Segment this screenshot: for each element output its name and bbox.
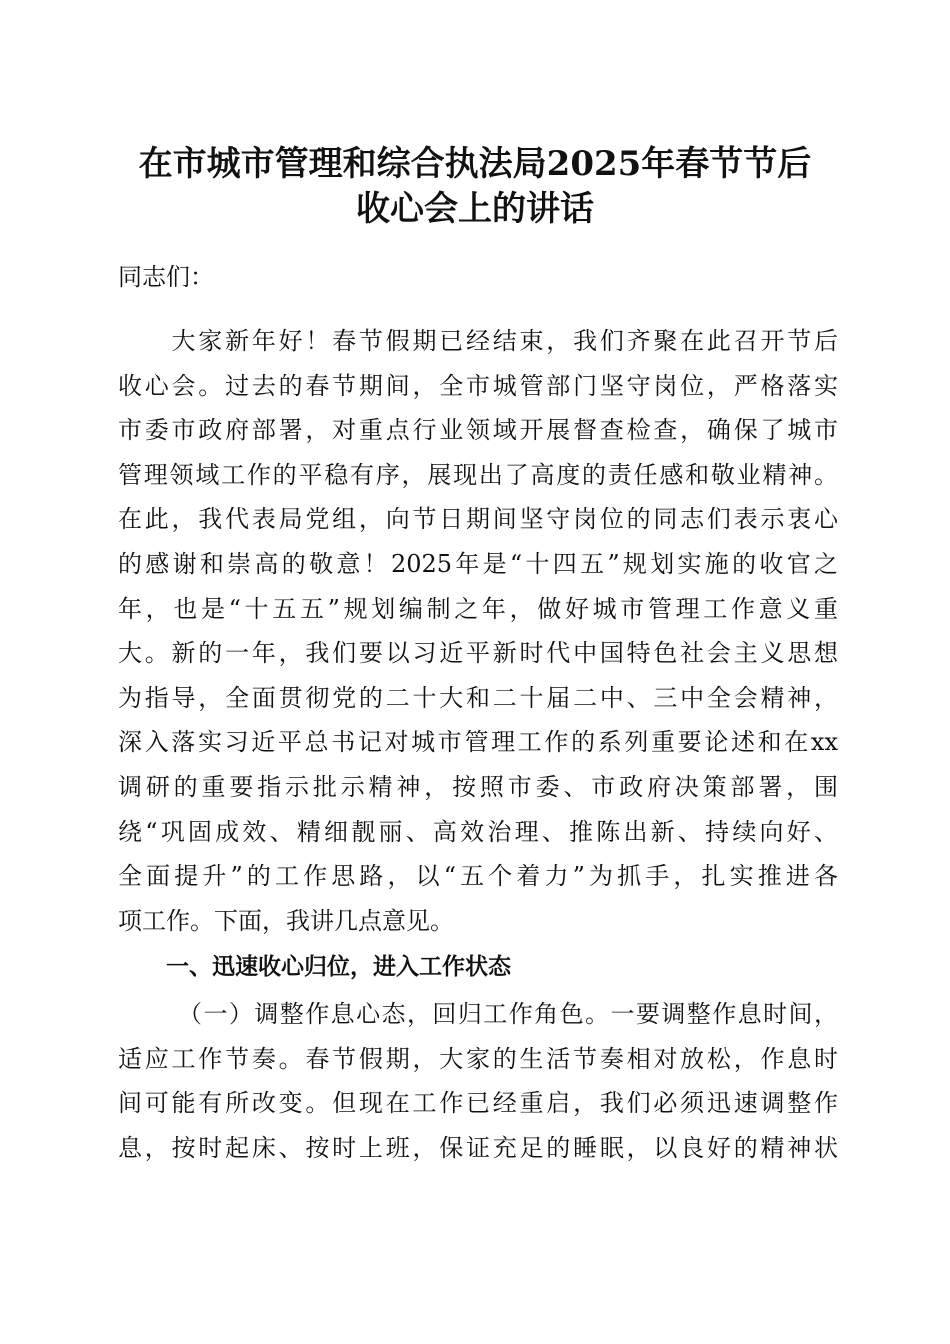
paragraph-2 <box>118 992 838 1170</box>
paragraph-line: 市委市政府部署，对重点行业领域开展督查检查，确保了城市 <box>118 416 838 445</box>
paragraph-line: 间可能有所改变。但现在工作已经重启，我们必须迅速调整作 <box>118 1089 838 1118</box>
paragraph-line: 大。新的一年，我们要以习近平新时代中国特色社会主义思想 <box>118 639 838 668</box>
paragraph-line: 深入落实习近平总书记对城市管理工作的系列重要论述和在xx <box>118 728 838 757</box>
paragraph-line: 收心会。过去的春节期间，全市城管部门坚守岗位，严格落实 <box>118 371 838 400</box>
paragraph-line: 项工作。下面，我讲几点意见。 <box>118 906 454 935</box>
paragraph-line: 大家新年好！春节假期已经结束，我们齐聚在此召开节后 <box>118 327 838 355</box>
paragraph-line: 绕“巩固成效、精细靓丽、高效治理、推陈出新、持续向好、 <box>118 817 838 846</box>
document-title-line-1: 在市城市管理和综合执法局2025年春节节后 <box>138 144 812 184</box>
paragraph-line: 全面提升”的工作思路，以“五个着力”为抓手，扎实推进各 <box>118 862 838 891</box>
paragraph-line: 为指导，全面贯彻党的二十大和二十届二中、三中全会精神， <box>118 683 838 712</box>
paragraph-1 <box>118 319 838 943</box>
paragraph-line: 的感谢和崇高的敬意！2025年是“十四五”规划实施的收官之 <box>118 549 838 578</box>
salutation: 同志们： <box>118 263 214 291</box>
paragraph-line: 管理领域工作的平稳有序，展现出了高度的责任感和敬业精神。 <box>118 460 838 489</box>
paragraph-line: 在此，我代表局党组，向节日期间坚守岗位的同志们表示衷心 <box>118 505 838 534</box>
paragraph-line: 年，也是“十五五”规划编制之年，做好城市管理工作意义重 <box>118 594 838 623</box>
section-heading-1: 一、迅速收心归位，进入工作状态 <box>166 954 511 980</box>
paragraph-line: （一）调整作息心态，回归工作角色。一要调整作息时间， <box>178 1000 838 1028</box>
document-title-line-2: 收心会上的讲话 <box>356 189 594 229</box>
paragraph-line: 息，按时起床、按时上班，保证充足的睡眠，以良好的精神状 <box>118 1133 838 1162</box>
paragraph-line: 调研的重要指示批示精神，按照市委、市政府决策部署，围 <box>118 772 838 801</box>
paragraph-line: 适应工作节奏。春节假期，大家的生活节奏相对放松，作息时 <box>118 1044 838 1073</box>
